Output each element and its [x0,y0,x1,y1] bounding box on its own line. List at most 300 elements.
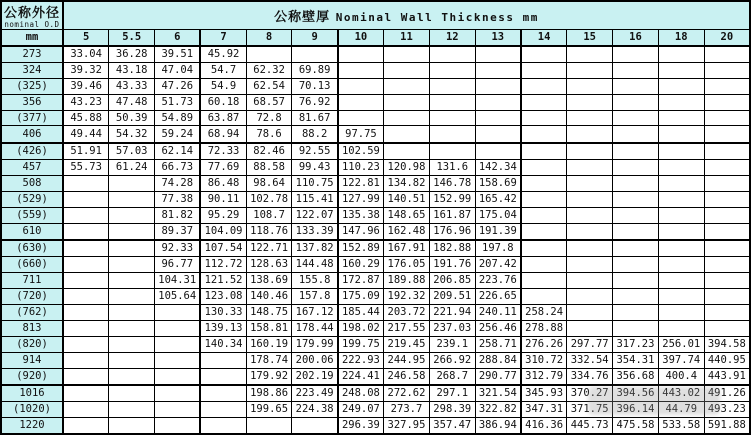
weight-cell [63,401,109,417]
weight-cell [567,272,613,288]
col-header-16: 16 [613,30,659,46]
weight-cell: 256.46 [475,320,521,336]
weight-cell: 223.49 [292,385,338,402]
weight-cell: 160.19 [246,336,292,352]
weight-cell [384,62,430,78]
weight-cell: 118.76 [246,223,292,240]
weight-cell: 198.02 [338,320,384,336]
weight-cell: 140.34 [200,336,246,352]
weight-cell: 148.75 [246,304,292,320]
weight-cell: 45.88 [63,110,109,126]
weight-cell [63,240,109,257]
weight-cell: 175.04 [475,207,521,223]
weight-cell [704,272,750,288]
row-header-od: (559) [1,207,63,223]
weight-cell [658,240,704,257]
weight-cell: 322.82 [475,401,521,417]
weight-cell: 198.86 [246,385,292,402]
weight-cell: 533.58 [658,417,704,434]
weight-cell: 140.46 [246,288,292,304]
weight-cell [63,304,109,320]
weight-cell: 167.12 [292,304,338,320]
weight-cell: 258.24 [521,304,567,320]
weight-cell [613,320,659,336]
weight-cell [384,110,430,126]
weight-cell [613,143,659,160]
weight-cell: 107.54 [200,240,246,257]
col-header-8: 8 [246,30,292,46]
weight-cell [200,385,246,402]
weight-cell: 74.28 [155,175,201,191]
row-header-od: (325) [1,78,63,94]
weight-cell: 357.47 [429,417,475,434]
weight-cell [521,272,567,288]
weight-cell [704,126,750,143]
weight-cell: 237.03 [429,320,475,336]
weight-cell [63,417,109,434]
weight-cell: 54.9 [200,78,246,94]
weight-cell [704,143,750,160]
weight-cell [63,385,109,402]
weight-cell: 189.88 [384,272,430,288]
weight-cell: 138.69 [246,272,292,288]
weight-cell [704,320,750,336]
weight-cell: 223.76 [475,272,521,288]
table-row [1,110,750,126]
weight-cell [155,401,201,417]
weight-cell [109,191,155,207]
weight-cell: 192.32 [384,288,430,304]
weight-cell [63,352,109,368]
weight-cell: 386.94 [475,417,521,434]
weight-cell: 62.32 [246,62,292,78]
weight-cell: 244.95 [384,352,430,368]
col-header-18: 18 [658,30,704,46]
weight-cell [658,78,704,94]
row-header-od: (426) [1,143,63,160]
weight-cell: 70.13 [292,78,338,94]
table-row [1,240,750,257]
table-row [1,304,750,320]
weight-cell: 140.51 [384,191,430,207]
weight-cell [109,240,155,257]
weight-cell [338,78,384,94]
weight-cell: 178.44 [292,320,338,336]
weight-cell: 36.28 [109,46,155,63]
weight-cell [613,46,659,63]
weight-cell: 51.91 [63,143,109,160]
weight-cell [109,401,155,417]
weight-cell: 133.39 [292,223,338,240]
weight-cell: 172.87 [338,272,384,288]
weight-cell: 268.7 [429,368,475,385]
weight-cell: 491.26 [704,385,750,402]
weight-cell: 62.54 [246,78,292,94]
weight-cell [109,256,155,272]
weight-cell: 76.92 [292,94,338,110]
weight-cell [155,320,201,336]
table-row [1,272,750,288]
weight-cell [200,401,246,417]
table-row [1,94,750,110]
weight-cell [567,304,613,320]
weight-cell: 443.02 [658,385,704,402]
weight-cell [613,110,659,126]
weight-cell: 203.72 [384,304,430,320]
weight-cell: 176.96 [429,223,475,240]
weight-cell [338,62,384,78]
weight-cell [658,143,704,160]
weight-cell [475,94,521,110]
weight-cell: 43.33 [109,78,155,94]
weight-cell [384,78,430,94]
weight-cell [475,78,521,94]
weight-cell: 175.09 [338,288,384,304]
table-row [1,256,750,272]
weight-cell: 81.67 [292,110,338,126]
weight-cell [613,191,659,207]
weight-cell: 112.72 [200,256,246,272]
weight-cell [613,223,659,240]
weight-cell: 131.6 [429,159,475,175]
weight-cell [384,126,430,143]
weight-cell: 202.19 [292,368,338,385]
weight-cell [704,159,750,175]
weight-cell [200,417,246,434]
weight-cell [613,62,659,78]
weight-cell [521,256,567,272]
weight-cell [658,175,704,191]
weight-cell [521,110,567,126]
weight-cell [109,368,155,385]
weight-cell [292,46,338,63]
weight-cell: 310.72 [521,352,567,368]
weight-cell: 61.24 [109,159,155,175]
weight-cell: 239.1 [429,336,475,352]
weight-cell [613,240,659,257]
weight-cell: 334.76 [567,368,613,385]
weight-cell [567,126,613,143]
weight-cell: 370.27 [567,385,613,402]
weight-cell: 135.38 [338,207,384,223]
row-header-od: 356 [1,94,63,110]
weight-cell: 43.18 [109,62,155,78]
weight-cell [521,78,567,94]
table-row [1,320,750,336]
column-header-row [1,30,750,46]
weight-cell: 102.78 [246,191,292,207]
weight-cell: 157.8 [292,288,338,304]
weight-cell: 197.8 [475,240,521,257]
weight-cell: 224.38 [292,401,338,417]
weight-cell: 345.93 [521,385,567,402]
weight-cell [704,223,750,240]
weight-cell [567,159,613,175]
weight-cell: 296.39 [338,417,384,434]
weight-cell [246,46,292,63]
row-header-od: (377) [1,110,63,126]
col-header-7: 7 [200,30,246,46]
row-header-od: 1220 [1,417,63,434]
table-row [1,159,750,175]
weight-cell [155,417,201,434]
row-header-od: (529) [1,191,63,207]
weight-cell: 63.87 [200,110,246,126]
weight-cell [521,191,567,207]
weight-cell [200,368,246,385]
weight-cell: 165.42 [475,191,521,207]
weight-cell [613,288,659,304]
weight-cell: 248.08 [338,385,384,402]
weight-cell [109,207,155,223]
weight-cell: 82.46 [246,143,292,160]
weight-cell [63,191,109,207]
weight-cell [704,288,750,304]
weight-cell: 272.62 [384,385,430,402]
table-row [1,352,750,368]
row-header-od: (920) [1,368,63,385]
weight-cell: 297.1 [429,385,475,402]
weight-cell [109,417,155,434]
weight-cell: 217.55 [384,320,430,336]
weight-cell [384,143,430,160]
weight-cell [567,240,613,257]
weight-cell [63,336,109,352]
weight-cell [567,46,613,63]
weight-cell: 155.8 [292,272,338,288]
weight-cell [63,175,109,191]
row-header-od: (630) [1,240,63,257]
weight-cell: 493.23 [704,401,750,417]
weight-cell: 176.05 [384,256,430,272]
weight-cell [109,336,155,352]
weight-cell: 77.38 [155,191,201,207]
weight-cell [521,46,567,63]
weight-cell [521,143,567,160]
table-row [1,78,750,94]
weight-cell [155,304,201,320]
weight-cell [658,46,704,63]
thickness-header-cell [63,1,750,30]
weight-cell [567,223,613,240]
row-header-od: 457 [1,159,63,175]
weight-cell: 137.82 [292,240,338,257]
weight-cell [246,417,292,434]
weight-cell: 62.14 [155,143,201,160]
weight-cell: 400.4 [658,368,704,385]
weight-cell [658,207,704,223]
table-row [1,401,750,417]
weight-cell [63,256,109,272]
row-header-od: 1016 [1,385,63,402]
weight-cell [521,126,567,143]
weight-cell [704,175,750,191]
row-header-od: 273 [1,46,63,63]
weight-cell [475,126,521,143]
weight-cell: 276.26 [521,336,567,352]
weight-cell: 347.31 [521,401,567,417]
weight-cell [429,62,475,78]
weight-cell: 97.75 [338,126,384,143]
weight-cell: 108.7 [246,207,292,223]
weight-cell [704,78,750,94]
weight-cell: 207.42 [475,256,521,272]
weight-cell [613,207,659,223]
weight-cell [613,78,659,94]
weight-cell: 110.75 [292,175,338,191]
table-row [1,368,750,385]
col-header-9: 9 [292,30,338,46]
weight-cell [658,223,704,240]
table-row [1,385,750,402]
weight-cell [63,288,109,304]
weight-cell [567,256,613,272]
weight-cell: 54.32 [109,126,155,143]
weight-cell: 122.81 [338,175,384,191]
weight-cell [613,272,659,288]
row-header-od: 610 [1,223,63,240]
weight-cell: 416.36 [521,417,567,434]
weight-cell: 249.07 [338,401,384,417]
weight-cell [567,191,613,207]
weight-cell: 321.54 [475,385,521,402]
weight-cell: 185.44 [338,304,384,320]
weight-cell: 182.88 [429,240,475,257]
weight-cell: 148.65 [384,207,430,223]
row-header-od: (1020) [1,401,63,417]
weight-cell: 39.51 [155,46,201,63]
weight-cell [658,159,704,175]
weight-cell [63,320,109,336]
weight-cell: 288.84 [475,352,521,368]
weight-cell: 297.77 [567,336,613,352]
weight-cell: 317.23 [613,336,659,352]
weight-cell: 68.57 [246,94,292,110]
weight-cell [613,304,659,320]
table-title-row [1,1,750,30]
weight-cell [109,175,155,191]
weight-cell: 72.8 [246,110,292,126]
weight-cell: 161.87 [429,207,475,223]
weight-cell [155,385,201,402]
od-header-cell [1,1,63,30]
row-header-od: 711 [1,272,63,288]
weight-cell [658,126,704,143]
weight-cell: 59.24 [155,126,201,143]
row-header-od: 914 [1,352,63,368]
col-header-6: 6 [155,30,201,46]
table-row [1,223,750,240]
weight-cell: 354.31 [613,352,659,368]
weight-cell [704,110,750,126]
weight-cell [475,143,521,160]
weight-cell [658,110,704,126]
weight-cell: 39.46 [63,78,109,94]
weight-cell: 258.71 [475,336,521,352]
weight-cell: 142.34 [475,159,521,175]
col-header-10: 10 [338,30,384,46]
weight-cell: 134.82 [384,175,430,191]
weight-cell: 266.92 [429,352,475,368]
weight-cell [429,110,475,126]
weight-cell: 152.99 [429,191,475,207]
weight-cell: 60.18 [200,94,246,110]
od-header-en: nominal O.D [4,20,60,29]
weight-cell: 115.41 [292,191,338,207]
weight-cell [704,256,750,272]
col-header-13: 13 [475,30,521,46]
weight-cell: 312.79 [521,368,567,385]
weight-cell: 240.11 [475,304,521,320]
weight-cell: 290.77 [475,368,521,385]
col-header-20: 20 [704,30,750,46]
weight-cell [63,207,109,223]
weight-cell [704,207,750,223]
weight-cell: 445.73 [567,417,613,434]
weight-cell: 221.94 [429,304,475,320]
od-header-zh: 公称外径 [3,6,60,21]
weight-cell [658,272,704,288]
table-row [1,175,750,191]
weight-cell: 122.71 [246,240,292,257]
row-header-od: 324 [1,62,63,78]
weight-cell [475,46,521,63]
weight-cell: 591.88 [704,417,750,434]
weight-cell: 66.73 [155,159,201,175]
weight-cell [567,62,613,78]
weight-cell [658,256,704,272]
weight-cell: 47.04 [155,62,201,78]
weight-cell [63,272,109,288]
weight-cell: 273.7 [384,401,430,417]
row-header-od: (820) [1,336,63,352]
weight-cell [704,46,750,63]
weight-cell [200,352,246,368]
weight-cell [704,240,750,257]
weight-cell: 92.33 [155,240,201,257]
row-header-od: (720) [1,288,63,304]
weight-cell [521,159,567,175]
weight-cell: 43.23 [63,94,109,110]
weight-cell [109,385,155,402]
weight-cell: 147.96 [338,223,384,240]
weight-cell: 206.85 [429,272,475,288]
weight-cell [429,143,475,160]
weight-cell [109,320,155,336]
weight-cell [613,256,659,272]
weight-cell: 224.41 [338,368,384,385]
weight-cell: 99.43 [292,159,338,175]
weight-cell: 226.65 [475,288,521,304]
table-row [1,46,750,63]
weight-cell: 327.95 [384,417,430,434]
table-row [1,143,750,160]
thickness-header-en: Nominal Wall Thickness mm [335,11,539,24]
weight-cell: 122.07 [292,207,338,223]
weight-cell: 158.81 [246,320,292,336]
weight-cell: 39.32 [63,62,109,78]
weight-cell: 68.94 [200,126,246,143]
weight-cell: 54.89 [155,110,201,126]
weight-cell: 191.39 [475,223,521,240]
weight-cell [658,304,704,320]
weight-cell: 443.91 [704,368,750,385]
weight-cell [704,94,750,110]
weight-cell: 199.65 [246,401,292,417]
weight-cell: 77.69 [200,159,246,175]
weight-cell [613,159,659,175]
table-row [1,126,750,143]
